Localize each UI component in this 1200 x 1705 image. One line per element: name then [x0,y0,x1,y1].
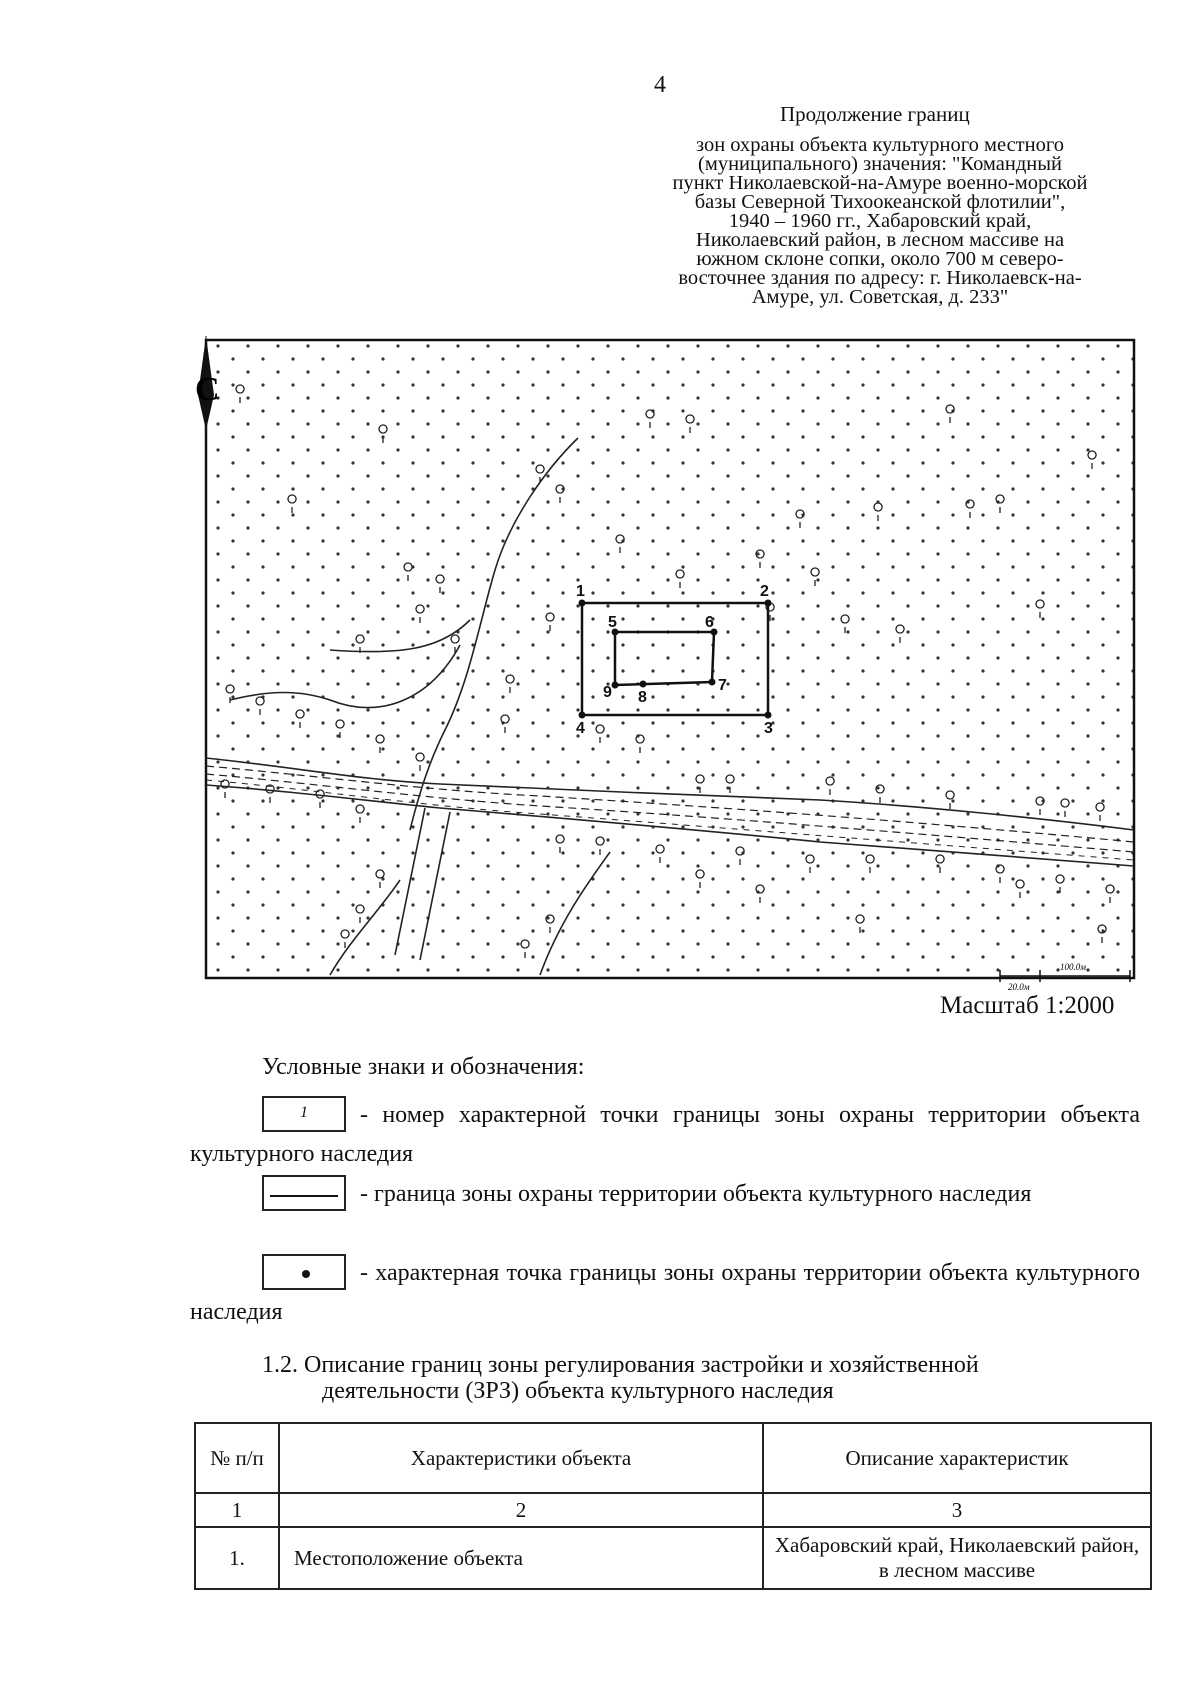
section-heading-line2: деятельности (ЗРЗ) объекта культурного наследия [322,1378,834,1404]
header-title: Продолжение границ [780,102,970,126]
table-header-cell: Описание характеристик [763,1423,1151,1493]
legend-item-dot-text: - характерная точка границы зоны охраны территории объекта культурного наследия [190,1260,1140,1325]
table-header-cell: № п/п [195,1423,279,1493]
table-cell: Местоположение объекта [279,1527,763,1589]
point-label-6: 6 [705,614,714,631]
point-label-9: 9 [603,684,612,701]
map-scale-text: Масштаб 1:2000 [940,992,1115,1019]
point-label-7: 7 [718,677,727,694]
data-table [194,1422,1152,1590]
section-heading [262,1352,1142,1404]
page-number: 4 [654,72,666,98]
boundary-point-2 [765,600,772,607]
north-label: С [195,371,220,408]
map-dotted-background [206,340,1134,978]
table-row [195,1527,1151,1589]
table-header-cell: Характеристики объекта [279,1423,763,1493]
point-label-4: 4 [576,720,585,737]
point-label-2: 2 [760,583,769,600]
legend-title: Условные знаки и обозначения: [262,1054,585,1080]
header-description: зон охраны объекта культурного местного (муниципального) значения: "Командный пункт Николаевской-на-Амуре военно-морской базы Северной Тихоокеанской флотилии", 1940 – 1960 гг., Хабаровский край, Николаевский район, в лесном массиве на южном склоне сопки, около 700 м северо- восточнее здания по адресу: г. Николаевск-на- Амуре, ул. Советская, д. 233" [672,134,1088,308]
table-cell: 3 [763,1493,1151,1527]
table-header-row [195,1423,1151,1493]
scale-bar-left-label: 20.0м [1008,982,1030,990]
legend-item-line-text: - граница зоны охраны территории объекта культурного наследия [360,1181,1032,1207]
point-label-8: 8 [638,689,647,706]
boundary-point-4 [579,712,586,719]
table-cell: 2 [279,1493,763,1527]
table-cell: 1 [195,1493,279,1527]
boundary-point-9 [612,682,619,689]
point-label-1: 1 [576,583,585,600]
legend-symbol-number: 1 [262,1096,346,1132]
point-label-5: 5 [608,614,617,631]
boundary-point-8 [640,681,647,688]
table-cell: 1. [195,1527,279,1589]
section-heading-line1: 1.2. Описание границ зоны регулирования застройки и хозяйственной [262,1352,979,1378]
table-column-number-row [195,1493,1151,1527]
boundary-point-7 [709,679,716,686]
boundary-point-1 [579,600,586,607]
legend-item-number-text: - номер характерной точки границы зоны охраны территории объекта культурного наследия [190,1102,1140,1167]
boundary-point-3 [765,712,772,719]
scale-bar-right-label: 100.0м [1060,962,1086,972]
point-label-3: 3 [764,720,773,737]
table-cell: Хабаровский край, Николаевский район, в лесном массиве [763,1527,1151,1589]
